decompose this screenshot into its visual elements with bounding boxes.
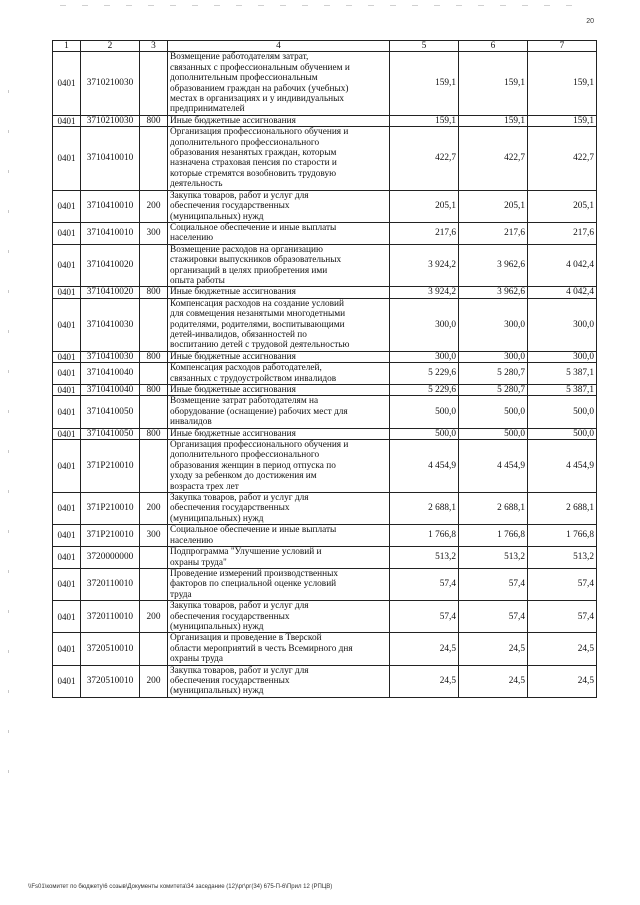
- expense-type-cell: 300: [140, 525, 168, 547]
- description-cell: [168, 52, 390, 115]
- amount-year1-cell: 205,1: [390, 190, 459, 222]
- target-article-cell: 3720000000: [81, 547, 140, 569]
- description-line: (муниципальных) нужд: [170, 513, 264, 524]
- description-cell: [168, 633, 390, 665]
- amount-year1-cell: 300,0: [390, 351, 459, 362]
- amount-year2-cell: 5 280,7: [459, 385, 528, 396]
- expense-type-cell: [140, 52, 168, 115]
- section-code-cell: 0401: [53, 525, 81, 547]
- amount-year1-cell: 217,6: [390, 222, 459, 244]
- description-cell: [168, 493, 390, 525]
- amount-year1-cell: 3 924,2: [390, 287, 459, 298]
- description-line: назначена страховая пенсия по старости и: [170, 158, 337, 169]
- description-cell: [168, 525, 390, 547]
- amount-year3-cell: 5 387,1: [528, 363, 597, 385]
- description-line: дополнительного профессионального: [170, 137, 320, 148]
- target-article-cell: 3720110010: [81, 601, 140, 633]
- amount-year2-cell: 159,1: [459, 52, 528, 115]
- header-cell: 2: [81, 41, 140, 52]
- description-line: (муниципальных) нужд: [170, 621, 264, 632]
- target-article-cell: 3710210030: [81, 52, 140, 115]
- table-row: [53, 547, 597, 569]
- description-cell: [168, 190, 390, 222]
- section-code-cell: 0401: [53, 222, 81, 244]
- target-article-cell: 3710410030: [81, 298, 140, 351]
- table-row: [53, 287, 597, 298]
- amount-year1-cell: 57,4: [390, 568, 459, 600]
- description-line: населению: [170, 535, 214, 546]
- amount-year2-cell: 24,5: [459, 633, 528, 665]
- section-code-cell: 0401: [53, 363, 81, 385]
- amount-year2-cell: 3 962,6: [459, 287, 528, 298]
- description-cell: [168, 351, 390, 362]
- description-cell: [168, 298, 390, 351]
- description-line: деятельность: [170, 179, 223, 190]
- expense-type-cell: [140, 440, 168, 493]
- amount-year3-cell: 300,0: [528, 298, 597, 351]
- description-line: Иные бюджетные ассигнования: [170, 351, 296, 362]
- section-code-cell: 0401: [53, 52, 81, 115]
- description-cell: [168, 287, 390, 298]
- expense-type-cell: 800: [140, 351, 168, 362]
- description-cell: [168, 601, 390, 633]
- file-path-footer: \\Fs01\комитет по бюджету\6 созыв\Документы комитета\34 заседание (12)\рг\рг(34) 675-П-6\Прил 12 (РПЦВ): [28, 884, 333, 890]
- section-code-cell: 0401: [53, 127, 81, 190]
- table-row: [53, 351, 597, 362]
- description-line: Иные бюджетные ассигнования: [170, 385, 296, 395]
- table-row: [53, 52, 597, 115]
- expense-type-cell: 200: [140, 493, 168, 525]
- expense-type-cell: [140, 547, 168, 569]
- description-line: Возмещение затрат работодателям на: [170, 396, 319, 407]
- section-code-cell: 0401: [53, 493, 81, 525]
- amount-year2-cell: 159,1: [459, 115, 528, 126]
- amount-year3-cell: 57,4: [528, 568, 597, 600]
- description-line: возраста трех лет: [170, 481, 239, 492]
- description-line: охраны труда: [170, 654, 224, 665]
- table-body: [53, 52, 597, 697]
- expense-type-cell: 800: [140, 428, 168, 439]
- amount-year1-cell: 1 766,8: [390, 525, 459, 547]
- amount-year3-cell: 4 454,9: [528, 440, 597, 493]
- amount-year1-cell: 24,5: [390, 665, 459, 697]
- description-line: Иные бюджетные ассигнования: [170, 115, 296, 126]
- amount-year2-cell: 24,5: [459, 665, 528, 697]
- target-article-cell: 371P210010: [81, 525, 140, 547]
- amount-year3-cell: 159,1: [528, 115, 597, 126]
- section-code-cell: 0401: [53, 428, 81, 439]
- amount-year2-cell: 217,6: [459, 222, 528, 244]
- section-code-cell: 0401: [53, 385, 81, 396]
- page-number: 20: [586, 18, 594, 25]
- expense-type-cell: 800: [140, 115, 168, 126]
- table-row: [53, 363, 597, 385]
- description-line: Организация профессионального обучения и: [170, 127, 349, 138]
- description-line: Проведение измерений производственных: [170, 568, 339, 579]
- target-article-cell: 3710410050: [81, 396, 140, 428]
- table-row: [53, 440, 597, 493]
- description-line: организаций в целях приобретения ими: [170, 265, 328, 276]
- amount-year1-cell: 2 688,1: [390, 493, 459, 525]
- header-cell: 5: [390, 41, 459, 52]
- amount-year3-cell: 513,2: [528, 547, 597, 569]
- amount-year2-cell: 1 766,8: [459, 525, 528, 547]
- amount-year2-cell: 5 280,7: [459, 363, 528, 385]
- amount-year2-cell: 300,0: [459, 351, 528, 362]
- table-row: [53, 525, 597, 547]
- table-row: [53, 601, 597, 633]
- amount-year3-cell: 57,4: [528, 601, 597, 633]
- section-code-cell: 0401: [53, 115, 81, 126]
- description-line: обеспечения государственных: [170, 503, 290, 514]
- amount-year3-cell: 205,1: [528, 190, 597, 222]
- description-line: родителями, родителями, воспитывающими: [170, 319, 345, 330]
- section-code-cell: 0401: [53, 665, 81, 697]
- description-line: Возмещение работодателям затрат,: [170, 52, 309, 63]
- amount-year2-cell: 513,2: [459, 547, 528, 569]
- description-line: Социальное обеспечение и иные выплаты: [170, 525, 337, 536]
- amount-year1-cell: 3 924,2: [390, 244, 459, 287]
- table-row: [53, 633, 597, 665]
- section-code-cell: 0401: [53, 298, 81, 351]
- expense-type-cell: [140, 363, 168, 385]
- amount-year1-cell: 422,7: [390, 127, 459, 190]
- target-article-cell: 371P210010: [81, 440, 140, 493]
- expense-type-cell: 200: [140, 665, 168, 697]
- description-cell: [168, 385, 390, 396]
- section-code-cell: 0401: [53, 351, 81, 362]
- amount-year2-cell: 500,0: [459, 428, 528, 439]
- table-row: [53, 190, 597, 222]
- target-article-cell: 3710410040: [81, 385, 140, 396]
- header-row: [53, 41, 597, 52]
- description-line: связанных с трудоустройством инвалидов: [170, 373, 337, 384]
- amount-year1-cell: 57,4: [390, 601, 459, 633]
- description-line: опыта работы: [170, 275, 225, 286]
- target-article-cell: 3710410010: [81, 190, 140, 222]
- section-code-cell: 0401: [53, 287, 81, 298]
- description-line: дополнительным профессиональным: [170, 73, 318, 84]
- description-line: обеспечения государственных: [170, 201, 290, 212]
- description-cell: [168, 665, 390, 697]
- description-cell: [168, 222, 390, 244]
- scan-artifact-top: [60, 5, 580, 6]
- description-cell: [168, 568, 390, 600]
- amount-year3-cell: 422,7: [528, 127, 597, 190]
- header-cell: 7: [528, 41, 597, 52]
- section-code-cell: 0401: [53, 190, 81, 222]
- section-code-cell: 0401: [53, 633, 81, 665]
- expense-type-cell: 300: [140, 222, 168, 244]
- description-line: образования незанятых граждан, которым: [170, 148, 337, 159]
- description-line: связанных с профессиональным обучением и: [170, 62, 350, 73]
- header-cell: 6: [459, 41, 528, 52]
- table-row: [53, 493, 597, 525]
- amount-year3-cell: 4 042,4: [528, 244, 597, 287]
- amount-year2-cell: 3 962,6: [459, 244, 528, 287]
- amount-year3-cell: 159,1: [528, 52, 597, 115]
- description-line: охраны труда": [170, 557, 227, 568]
- table-row: [53, 428, 597, 439]
- section-code-cell: 0401: [53, 547, 81, 569]
- amount-year3-cell: 1 766,8: [528, 525, 597, 547]
- expense-type-cell: [140, 568, 168, 600]
- expense-type-cell: 200: [140, 601, 168, 633]
- description-line: Возмещение расходов на организацию: [170, 244, 323, 255]
- target-article-cell: 3710410020: [81, 287, 140, 298]
- expense-type-cell: [140, 244, 168, 287]
- expense-type-cell: 800: [140, 385, 168, 396]
- target-article-cell: 371P210010: [81, 493, 140, 525]
- description-line: Социальное обеспечение и иные выплаты: [170, 222, 337, 233]
- description-line: уходу за ребенком до достижения им: [170, 471, 317, 482]
- expense-type-cell: [140, 298, 168, 351]
- target-article-cell: 3710410010: [81, 127, 140, 190]
- amount-year3-cell: 500,0: [528, 396, 597, 428]
- amount-year1-cell: 500,0: [390, 396, 459, 428]
- description-line: дополнительного профессионального: [170, 450, 320, 461]
- section-code-cell: 0401: [53, 601, 81, 633]
- description-cell: [168, 428, 390, 439]
- description-line: Иные бюджетные ассигнования: [170, 428, 296, 439]
- section-code-cell: 0401: [53, 396, 81, 428]
- amount-year1-cell: 24,5: [390, 633, 459, 665]
- amount-year1-cell: 5 229,6: [390, 385, 459, 396]
- description-line: труда: [170, 589, 192, 600]
- description-line: Закупка товаров, работ и услуг для: [170, 601, 309, 612]
- description-line: (муниципальных) нужд: [170, 211, 264, 222]
- table-row: [53, 222, 597, 244]
- amount-year3-cell: 4 042,4: [528, 287, 597, 298]
- amount-year3-cell: 24,5: [528, 633, 597, 665]
- header-cell: 3: [140, 41, 168, 52]
- description-line: детей-инвалидов, обязанностей по: [170, 329, 307, 340]
- expense-type-cell: [140, 633, 168, 665]
- target-article-cell: 3710410010: [81, 222, 140, 244]
- header-cell: 1: [53, 41, 81, 52]
- description-line: Организация и проведение в Тверской: [170, 633, 322, 644]
- amount-year1-cell: 4 454,9: [390, 440, 459, 493]
- description-cell: [168, 244, 390, 287]
- description-cell: [168, 115, 390, 126]
- amount-year3-cell: 2 688,1: [528, 493, 597, 525]
- description-line: оборудование (оснащение) рабочих мест для: [170, 406, 348, 417]
- amount-year3-cell: 300,0: [528, 351, 597, 362]
- amount-year2-cell: 300,0: [459, 298, 528, 351]
- description-line: образования женщин в период отпуска по: [170, 460, 336, 471]
- amount-year1-cell: 5 229,6: [390, 363, 459, 385]
- expense-type-cell: 800: [140, 287, 168, 298]
- amount-year3-cell: 500,0: [528, 428, 597, 439]
- budget-table: [52, 40, 597, 698]
- expense-type-cell: [140, 127, 168, 190]
- amount-year1-cell: 159,1: [390, 115, 459, 126]
- description-cell: [168, 547, 390, 569]
- amount-year2-cell: 4 454,9: [459, 440, 528, 493]
- expense-type-cell: 200: [140, 190, 168, 222]
- target-article-cell: 3720110010: [81, 568, 140, 600]
- description-line: инвалидов: [170, 417, 212, 428]
- table-row: [53, 127, 597, 190]
- amount-year2-cell: 57,4: [459, 601, 528, 633]
- description-line: населению: [170, 233, 214, 244]
- description-line: обеспечения государственных: [170, 675, 290, 686]
- amount-year1-cell: 500,0: [390, 428, 459, 439]
- description-line: для совмещения незанятыми многодетными: [170, 309, 346, 320]
- amount-year3-cell: 217,6: [528, 222, 597, 244]
- target-article-cell: 3720510010: [81, 665, 140, 697]
- table-row: [53, 385, 597, 396]
- description-line: образованием граждан на рабочих (учебных): [170, 83, 349, 94]
- description-line: воспитанию детей с трудовой деятельностью: [170, 340, 350, 351]
- description-cell: [168, 127, 390, 190]
- table-row: [53, 568, 597, 600]
- amount-year2-cell: 205,1: [459, 190, 528, 222]
- target-article-cell: 3710410020: [81, 244, 140, 287]
- target-article-cell: 3710410030: [81, 351, 140, 362]
- description-line: предпринимателей: [170, 104, 245, 115]
- amount-year2-cell: 422,7: [459, 127, 528, 190]
- table-row: [53, 396, 597, 428]
- description-line: Закупка товаров, работ и услуг для: [170, 190, 309, 201]
- description-cell: [168, 363, 390, 385]
- amount-year3-cell: 24,5: [528, 665, 597, 697]
- amount-year2-cell: 2 688,1: [459, 493, 528, 525]
- description-line: стажировки выпускников образовательных: [170, 255, 342, 266]
- target-article-cell: 3720510010: [81, 633, 140, 665]
- description-line: Закупка товаров, работ и услуг для: [170, 665, 309, 676]
- target-article-cell: 3710410050: [81, 428, 140, 439]
- table-row: [53, 665, 597, 697]
- amount-year1-cell: 159,1: [390, 52, 459, 115]
- amount-year3-cell: 5 387,1: [528, 385, 597, 396]
- description-line: (муниципальных) нужд: [170, 686, 264, 697]
- amount-year2-cell: 57,4: [459, 568, 528, 600]
- section-code-cell: 0401: [53, 568, 81, 600]
- description-cell: [168, 440, 390, 493]
- description-line: Иные бюджетные ассигнования: [170, 287, 296, 298]
- scan-artifact-left: [8, 90, 9, 790]
- description-line: обеспечения государственных: [170, 611, 290, 622]
- description-cell: [168, 396, 390, 428]
- description-line: местах в организациях и у индивидуальных: [170, 94, 345, 105]
- description-line: которые стремятся возобновить трудовую: [170, 168, 337, 179]
- table-row: [53, 115, 597, 126]
- description-line: Компенсация расходов работодателей,: [170, 363, 322, 374]
- description-line: области мероприятий в честь Всемирного дня: [170, 643, 353, 654]
- description-line: Компенсация расходов на создание условий: [170, 298, 344, 309]
- description-line: Закупка товаров, работ и услуг для: [170, 493, 309, 504]
- table-row: [53, 244, 597, 287]
- expense-type-cell: [140, 396, 168, 428]
- description-line: факторов по специальной оценке условий: [170, 579, 337, 590]
- section-code-cell: 0401: [53, 440, 81, 493]
- target-article-cell: 3710410040: [81, 363, 140, 385]
- table-row: [53, 298, 597, 351]
- amount-year1-cell: 513,2: [390, 547, 459, 569]
- amount-year1-cell: 300,0: [390, 298, 459, 351]
- header-cell: 4: [168, 41, 390, 52]
- section-code-cell: 0401: [53, 244, 81, 287]
- description-line: Подпрограмма "Улучшение условий и: [170, 547, 322, 558]
- target-article-cell: 3710210030: [81, 115, 140, 126]
- description-line: Организация профессионального обучения и: [170, 440, 349, 451]
- amount-year2-cell: 500,0: [459, 396, 528, 428]
